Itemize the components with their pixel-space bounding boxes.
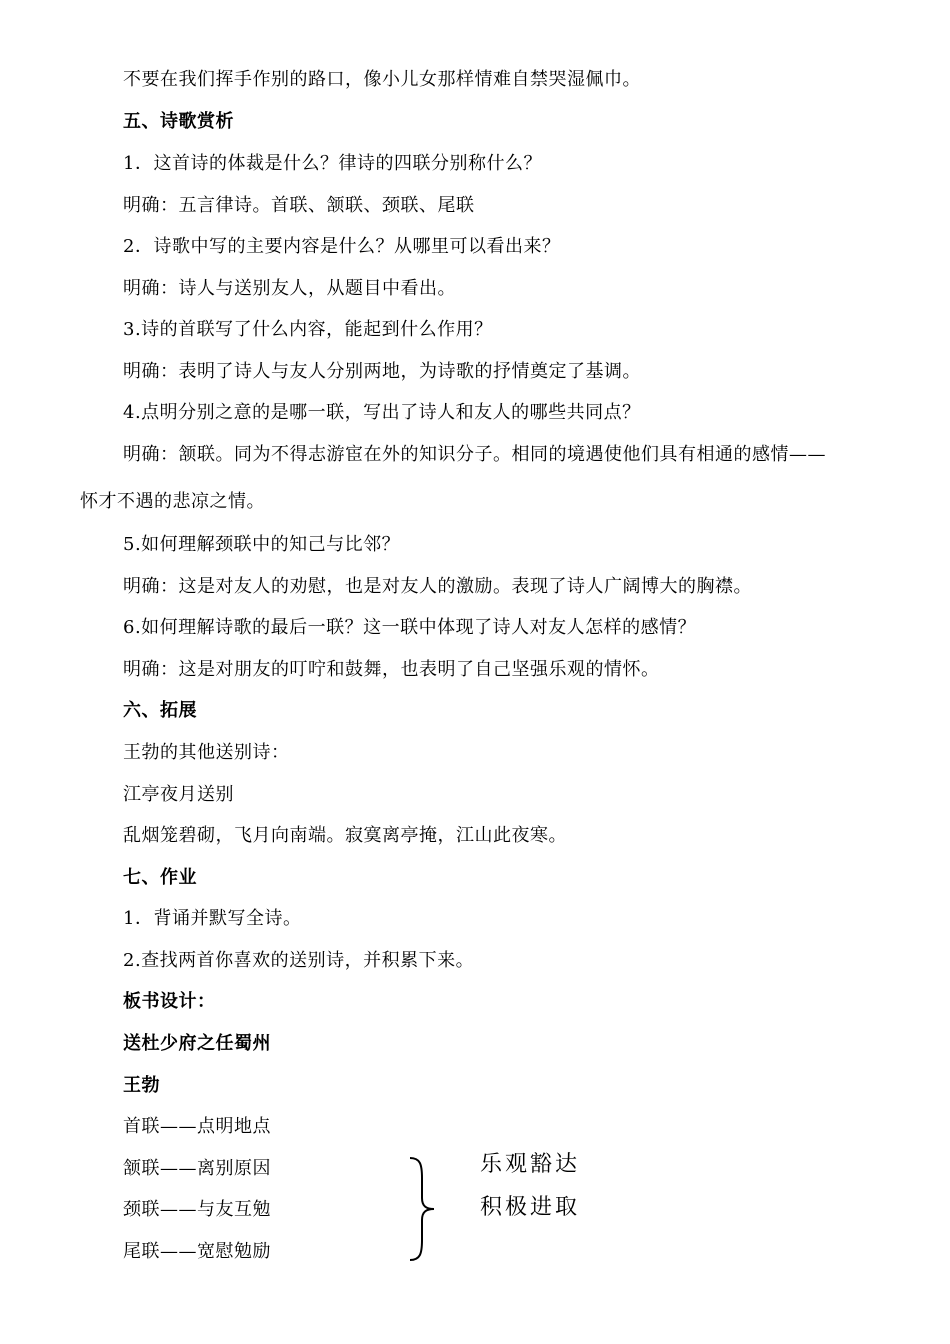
board-design-heading: 板书设计： [123, 991, 216, 1012]
curly-brace-icon [404, 1154, 438, 1264]
answer-1: 明确：五言律诗。首联、颔联、颈联、尾联 [123, 195, 475, 216]
board-item-1: 首联——点明地点 [123, 1116, 271, 1137]
answer-3: 明确：表明了诗人与友人分别两地，为诗歌的抒情奠定了基调。 [123, 361, 641, 382]
section-heading-extension: 六、拓展 [123, 700, 197, 721]
answer-5: 明确：这是对友人的劝慰，也是对友人的激励。表现了诗人广阔博大的胸襟。 [123, 576, 752, 597]
homework-2: 2.查找两首你喜欢的送别诗，并积累下来。 [123, 950, 475, 971]
text-line: 不要在我们挥手作别的路口，像小儿女那样情难自禁哭湿佩巾。 [123, 69, 641, 90]
question-3: 3.诗的首联写了什么内容，能起到什么作用？ [123, 319, 493, 340]
answer-2: 明确：诗人与送别友人，从题目中看出。 [123, 278, 456, 299]
section-heading-appreciation: 五、诗歌赏析 [123, 111, 234, 132]
question-6: 6.如何理解诗歌的最后一联？这一联中体现了诗人对友人怎样的感情？ [123, 617, 697, 638]
section-heading-homework: 七、作业 [123, 867, 197, 888]
answer-4: 明确：颔联。同为不得志游宦在外的知识分子。相同的境遇使他们具有相通的感情—— [123, 444, 826, 465]
board-item-3: 颈联——与友互勉 [123, 1199, 271, 1220]
homework-1: 1．背诵并默写全诗。 [123, 908, 302, 929]
poem-text: 乱烟笼碧砌，飞月向南端。寂寞离亭掩，江山此夜寒。 [123, 825, 567, 846]
poem-title: 江亭夜月送别 [123, 784, 234, 805]
board-item-2: 颔联——离别原因 [123, 1158, 271, 1179]
summary-note-2: 积极进取 [480, 1195, 581, 1220]
summary-note-1: 乐观豁达 [480, 1152, 581, 1177]
answer-4-continued: 怀才不遇的悲凉之情。 [80, 491, 265, 512]
question-5: 5.如何理解颈联中的知己与比邻？ [123, 534, 401, 555]
board-item-4: 尾联——宽慰勉励 [123, 1241, 271, 1262]
question-4: 4.点明分别之意的是哪一联，写出了诗人和友人的哪些共同点？ [123, 402, 641, 423]
board-author: 王勃 [123, 1075, 160, 1096]
board-poem-title: 送杜少府之任蜀州 [123, 1033, 271, 1054]
question-2: 2．诗歌中写的主要内容是什么？从哪里可以看出来？ [123, 236, 561, 257]
text-line: 王勃的其他送别诗： [123, 742, 290, 763]
answer-6: 明确：这是对朋友的叮咛和鼓舞，也表明了自己坚强乐观的情怀。 [123, 659, 660, 680]
question-1: 1．这首诗的体裁是什么？律诗的四联分别称什么？ [123, 153, 542, 174]
